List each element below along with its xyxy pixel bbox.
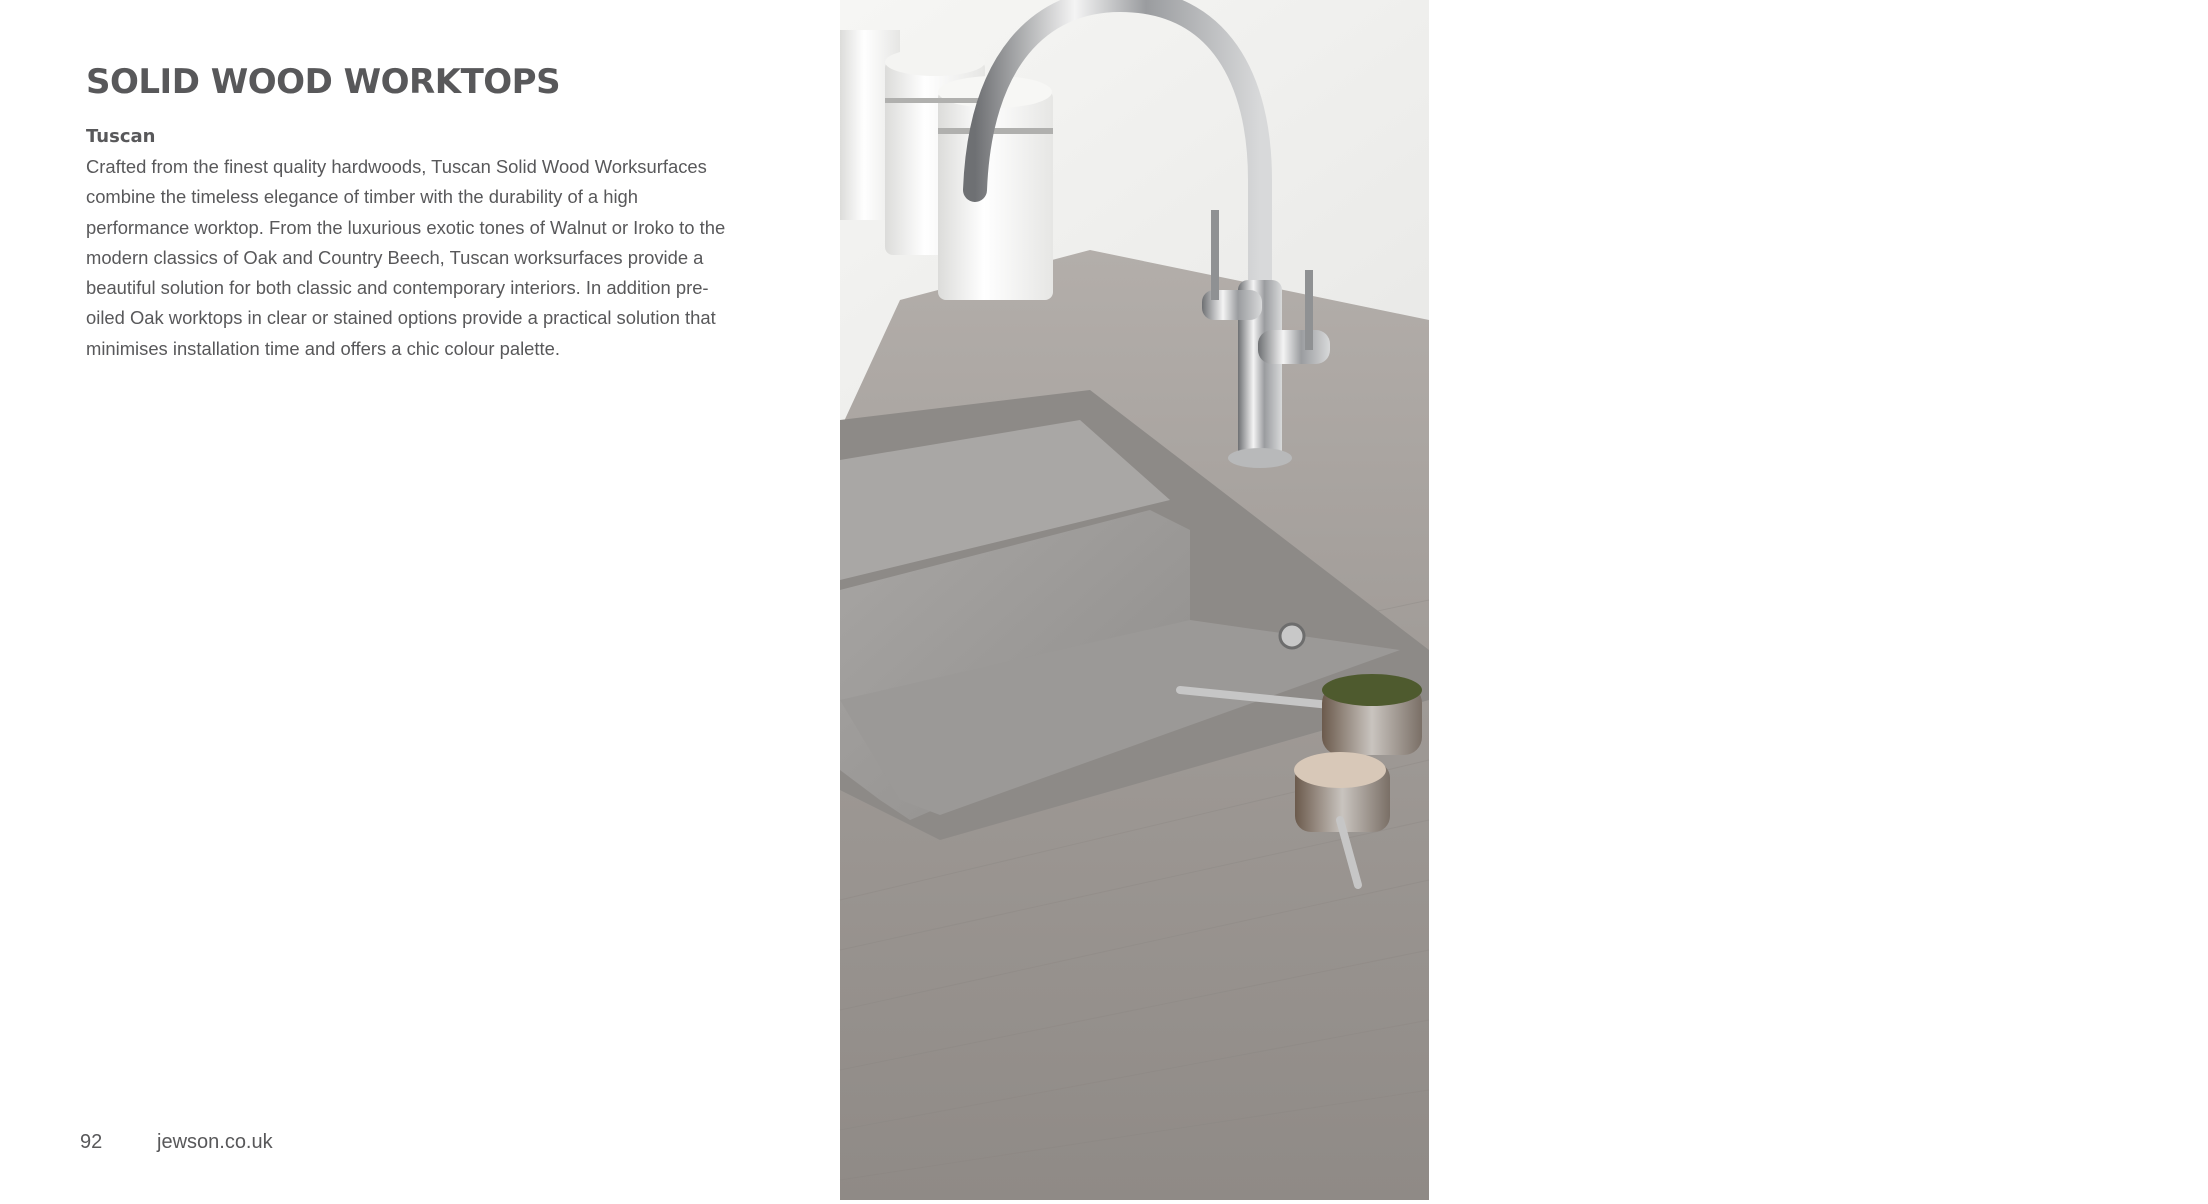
left-page xyxy=(0,0,840,1200)
photo-illustration xyxy=(840,0,1429,1200)
section-subheading: Tuscan xyxy=(86,126,156,147)
page-number: 92 xyxy=(80,1131,103,1153)
website-url: jewson.co.uk xyxy=(157,1131,273,1153)
page-heading: SOLID WOOD WORKTOPS xyxy=(86,62,561,102)
overflow-icon xyxy=(1280,624,1304,648)
photo-caption: Tuscan Fossil Oak xyxy=(2084,1135,2208,1152)
kitchen-sink-photo xyxy=(840,0,2208,1200)
body-paragraph: Crafted from the finest quality hardwoods, Tuscan Solid Wood Worksurfaces combine the timeless elegance of timber with the durability of a high performance worktop. From the luxurious exotic tones of Walnut or Iroko to the modern classics of Oak and Country Beech, Tuscan worksurfaces provide a beautiful solution for both classic and contemporary interiors. In addition pre-oiled Oak worktops in clear or stained options provide a practical solution that minimises installation time and offers a chic colour palette. xyxy=(86,156,726,359)
